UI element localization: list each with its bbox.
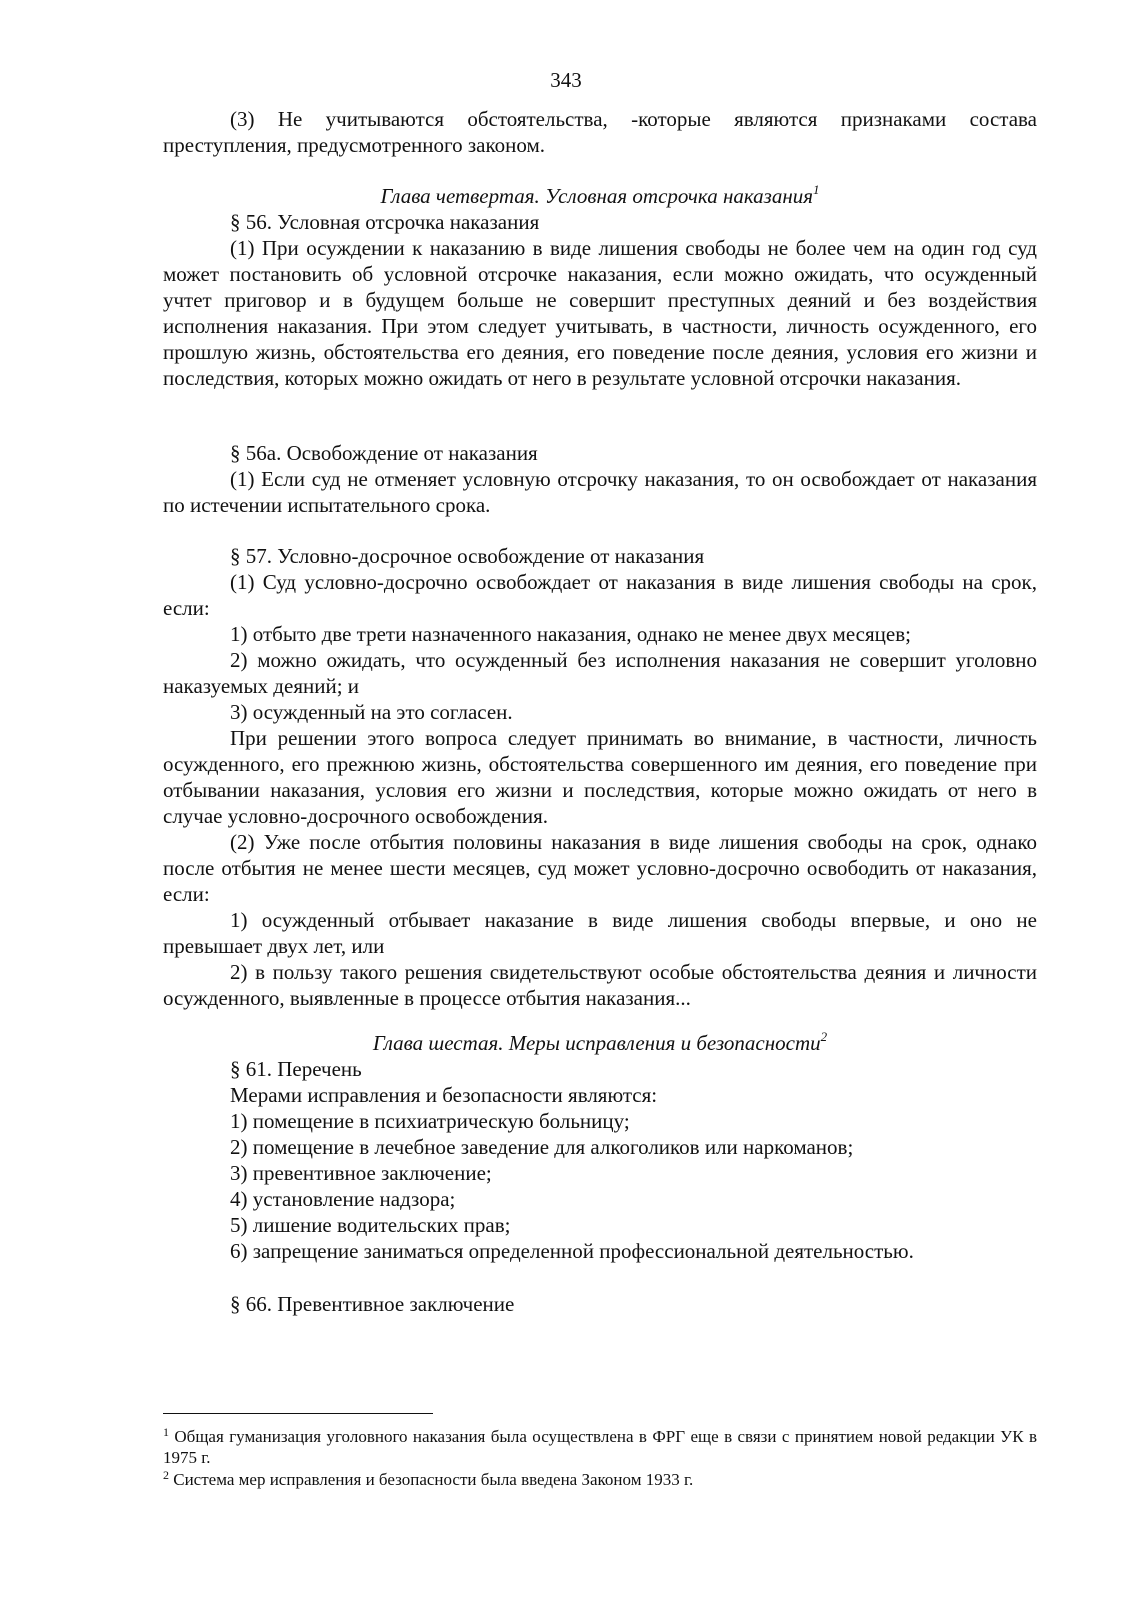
footnote-ref-2: 2 [820,1029,828,1044]
section-57-item-3: 3) осужденный на это согласен. [230,700,513,724]
section-56-heading: § 56. Условная отсрочка наказания [230,210,540,234]
chapter-4-title-text: Глава четвертая. Условная отсрочка наказания [380,184,814,208]
section-57-block [163,543,1037,1011]
footnote-2-mark: 2 [163,1468,169,1482]
section-56a-block [163,440,1037,518]
section-57-paragraph-2: При решении этого вопроса следует принимать во внимание, в частности, личность осужденного, его прежнюю жизнь, обстоятельства совершенного им деяния, его поведение при отбывании наказания, условия его жизни и последствия, которые можно ожидать от него в случае условно-досрочного освобождения. [163,726,1037,828]
section-57-item-5: 2) в пользу такого решения свидетельствуют особые обстоятельства деяния и личности осужденного, выявленные в процессе отбытия наказания... [163,960,1037,1010]
section-57-paragraph-1: (1) Суд условно-досрочно освобождает от наказания в виде лишения свободы на срок, если: [163,570,1037,620]
footnote-1-mark: 1 [163,1425,169,1439]
section-57-heading: § 57. Условно-досрочное освобождение от наказания [230,544,705,568]
section-57-item-4: 1) осужденный отбывает наказание в виде лишения свободы впервые, и оно не превышает двух лет, или [163,908,1037,958]
footnote-ref-1: 1 [813,182,820,197]
footnote-1-text: Общая гуманизация уголовного наказания была осуществлена в ФРГ еще в связи с принятием новой редакции УК в 1975 г. [163,1427,1037,1467]
section-61-heading: § 61. Перечень [230,1057,362,1081]
list-item: 3) превентивное заключение; [230,1161,492,1185]
chapter-6-title-text: Глава шестая. Меры исправления и безопасности [372,1031,821,1055]
footnote-1 [163,1426,1037,1468]
chapter-4-block [163,183,1037,391]
section-57-item-2: 2) можно ожидать, что осужденный без исполнения наказания не совершит уголовно наказуемых деяний; и [163,648,1037,698]
section-56a-paragraph-1: (1) Если суд не отменяет условную отсрочку наказания, то он освобождает от наказания по истечении испытательного срока. [163,467,1037,517]
section-57-item-1: 1) отбыто две трети назначенного наказания, однако не менее двух месяцев; [230,622,911,646]
section-66-block [163,1291,1037,1317]
list-item: 2) помещение в лечебное заведение для алкоголиков или наркоманов; [230,1135,854,1159]
chapter-6-block [163,1030,1037,1264]
list-item: 1) помещение в психиатрическую больницу; [230,1109,630,1133]
chapter-6-title [163,1030,1037,1056]
footnote-divider [163,1413,433,1414]
section-57-paragraph-3: (2) Уже после отбытия половины наказания в виде лишения свободы на срок, однако после отбытия не менее шести месяцев, суд может условно-досрочно освободить от наказания, если: [163,830,1037,906]
section-66-heading: § 66. Превентивное заключение [230,1292,515,1316]
page-number: 343 [550,68,582,92]
list-item: 5) лишение водительских прав; [230,1213,511,1237]
footnote-1-paragraph [163,1426,1037,1468]
chapter-4-title [163,183,1037,209]
section-56a-heading: § 56а. Освобождение от наказания [230,441,538,465]
section-61-intro: Мерами исправления и безопасности являются: [230,1083,658,1107]
list-item: 4) установление надзора; [230,1187,456,1211]
footnote-2-text: Система мер исправления и безопасности была введена Законом 1933 г. [173,1470,694,1489]
footnote-2-paragraph [163,1469,1037,1490]
section-56-paragraph-1: (1) При осуждении к наказанию в виде лишения свободы не более чем на один год суд может постановить об условной отсрочке наказания, если можно ожидать, что осужденный учтет приговор и в будущем больше не совершит преступных деяний и без воздействия исполнения наказания. При этом следует учитывать, в частности, личность осужденного, его прошлую жизнь, обстоятельства его деяния, его поведение после деяния, условия его жизни и последствия, которых можно ожидать от него в результате условной отсрочки наказания. [163,236,1037,390]
paragraph-3-circumstances: (3) Не учитываются обстоятельства, -которые являются признаками состава преступления, предусмотренного законом. [163,107,1037,157]
list-item: 6) запрещение заниматься определенной профессиональной деятельностью. [230,1239,914,1263]
top-paragraph-block [163,106,1037,158]
footnote-2 [163,1469,1037,1490]
